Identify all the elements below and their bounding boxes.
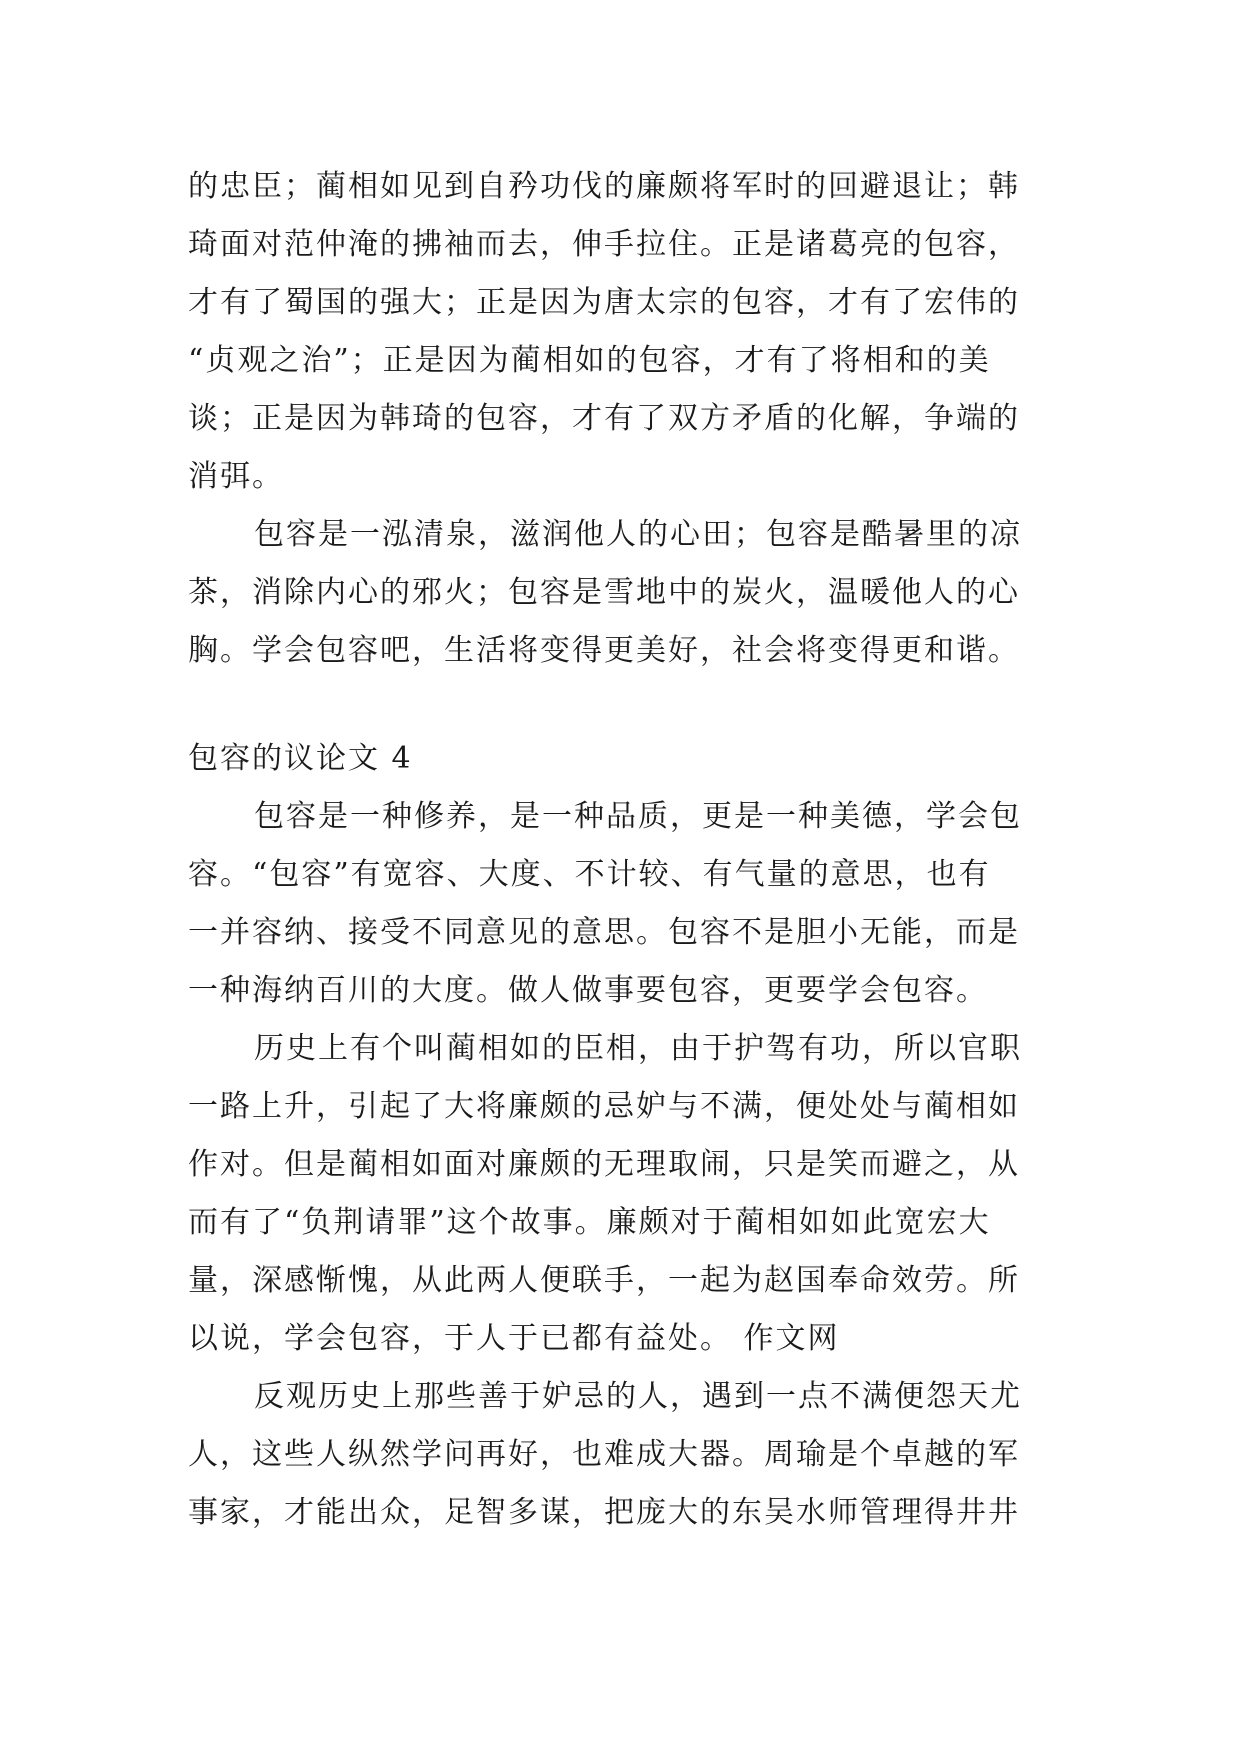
text-line: 人，这些人纵然学问再好，也难成大器。周瑜是个卓越的军 (188, 1437, 1020, 1472)
text-line: 一种海纳百川的大度。做人做事要包容，更要学会包容。 (188, 973, 988, 1008)
text-line: 一路上升，引起了大将廉颇的忌妒与不满，便处处与蔺相如 (188, 1089, 1020, 1124)
text-line: 包容是一种修养，是一种品质，更是一种美德，学会包 (254, 799, 1022, 834)
text-line: 谈；正是因为韩琦的包容，才有了双方矛盾的化解，争端的 (188, 401, 1020, 436)
text-line: 琦面对范仲淹的拂袖而去，伸手拉住。正是诸葛亮的包容， (188, 227, 1020, 262)
text-line: 作对。但是蔺相如面对廉颇的无理取闹，只是笑而避之，从 (188, 1147, 1020, 1182)
text-line: 的忠臣；蔺相如见到自矜功伐的廉颇将军时的回避退让；韩 (188, 169, 1020, 204)
text-line: 量，深感惭愧，从此两人便联手，一起为赵国奉命效劳。所 (188, 1263, 1020, 1298)
document-body (188, 158, 1058, 1542)
section-spacer (188, 680, 1058, 730)
section-heading: 包容的议论文 4 (188, 741, 413, 776)
text-line: 茶，消除内心的邪火；包容是雪地中的炭火，温暖他人的心 (188, 575, 1020, 610)
text-line: “贞观之治”；正是因为蔺相如的包容，才有了将相和的美 (188, 343, 991, 378)
paragraph (188, 158, 1058, 506)
text-line: 一并容纳、接受不同意见的意思。包容不是胆小无能，而是 (188, 915, 1020, 950)
text-line: 历史上有个叫蔺相如的臣相，由于护驾有功，所以官职 (254, 1031, 1022, 1066)
paragraph (188, 506, 1058, 680)
text-line: 胸。学会包容吧，生活将变得更美好，社会将变得更和谐。 (188, 633, 1020, 668)
text-line: 包容是一泓清泉，滋润他人的心田；包容是酷暑里的凉 (254, 517, 1022, 552)
text-line: 才有了蜀国的强大；正是因为唐太宗的包容，才有了宏伟的 (188, 285, 1020, 320)
text-line: 反观历史上那些善于妒忌的人，遇到一点不满便怨天尤 (254, 1379, 1022, 1414)
text-line: 容。“包容”有宽容、大度、不计较、有气量的意思，也有 (188, 857, 991, 892)
text-line: 以说，学会包容，于人于已都有益处。 作文网 (188, 1321, 840, 1356)
text-line: 事家，才能出众，足智多谋，把庞大的东吴水师管理得井井 (188, 1495, 1020, 1530)
paragraph (188, 788, 1058, 1020)
paragraph (188, 1020, 1058, 1368)
text-line: 消弭。 (188, 459, 284, 494)
paragraph (188, 1368, 1058, 1542)
text-line: 而有了“负荆请罪”这个故事。廉颇对于蔺相如如此宽宏大 (188, 1205, 991, 1240)
